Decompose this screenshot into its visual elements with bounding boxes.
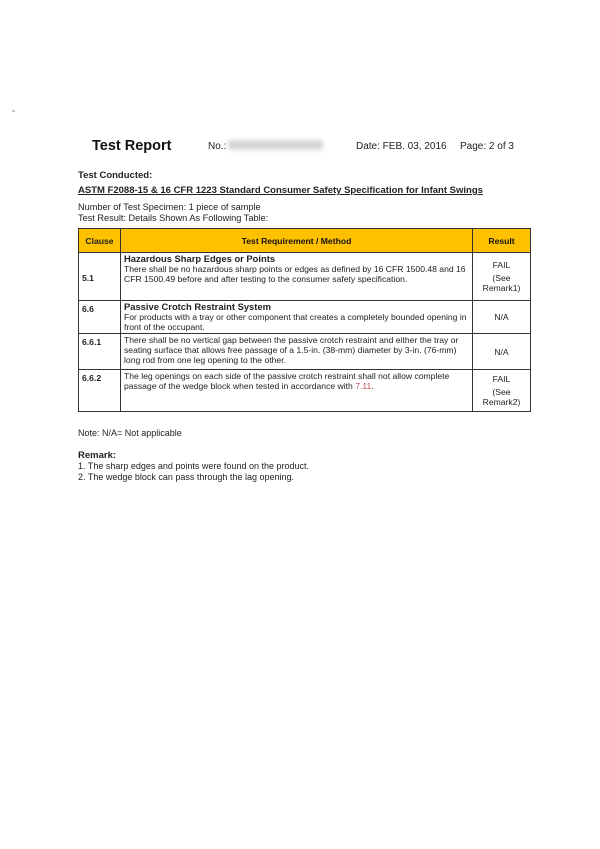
standard-title: ASTM F2088-15 & 16 CFR 1223 Standard Consumer Safety Specification for Infant Swings — [78, 185, 483, 196]
scan-speck — [12, 110, 15, 112]
row-requirement — [121, 301, 473, 334]
report-header — [78, 138, 523, 158]
requirement-text: There shall be no hazardous sharp points or edges as defined by 16 CFR 1500.48 and 16 CFR 1500.49 before and after testing to the consumer safety specification. — [124, 264, 466, 284]
remarks-list — [78, 461, 309, 483]
requirements-table — [78, 228, 531, 412]
row-clause: 6.6.1 — [79, 334, 121, 370]
table-row — [79, 334, 531, 370]
result-value: FAIL — [492, 260, 511, 270]
report-number-label: No.: — [208, 141, 227, 152]
section-reference-link[interactable]: 7.11 — [355, 381, 372, 391]
remark-item: 2. The wedge block can pass through the lag opening. — [78, 472, 294, 482]
header-result: Result — [473, 229, 531, 253]
table-row — [79, 253, 531, 301]
row-result — [473, 253, 531, 301]
row-clause: 6.6.2 — [79, 370, 121, 412]
report-title: Test Report — [92, 138, 172, 154]
row-result: N/A — [473, 301, 531, 334]
row-clause: 6.6 — [79, 301, 121, 334]
table-row — [79, 301, 531, 334]
remark-item: 1. The sharp edges and points were found on the product. — [78, 461, 309, 471]
report-date: Date: FEB. 03, 2016 — [356, 141, 447, 152]
result-value: FAIL — [492, 374, 511, 384]
requirement-text-end: . — [371, 381, 374, 391]
page-indicator: Page: 2 of 3 — [460, 141, 514, 152]
requirement-title: Hazardous Sharp Edges or Points — [124, 253, 276, 264]
table-row — [79, 370, 531, 412]
requirement-title: Passive Crotch Restraint System — [124, 301, 271, 312]
header-clause: Clause — [79, 229, 121, 253]
na-note: Note: N/A= Not applicable — [78, 428, 182, 438]
requirement-text: The leg openings on each side of the passive crotch restraint shall not allow complete passage of the wedge block when tested in accordance with — [124, 371, 450, 391]
redacted-report-number — [228, 140, 323, 150]
row-requirement — [121, 253, 473, 301]
result-intro: Test Result: Details Shown As Following Table: — [78, 213, 269, 223]
row-result: N/A — [473, 334, 531, 370]
specimen-count: Number of Test Specimen: 1 piece of sample — [78, 202, 261, 212]
row-clause: 5.1 — [79, 253, 121, 301]
remark-heading: Remark: — [78, 450, 117, 461]
header-requirement: Test Requirement / Method — [121, 229, 473, 253]
row-requirement — [121, 370, 473, 412]
requirement-text: For products with a tray or other component that creates a completely bounded opening in front of the occupant. — [124, 312, 467, 332]
row-requirement: There shall be no vertical gap between the passive crotch restraint and either the tray or seating surface that allows free passage of a 1.5-in. (38-mm) diameter by 3-in. (76-mm) long rod from one leg opening to the other. — [121, 334, 473, 370]
result-note: (See Remark2) — [482, 387, 521, 407]
row-result — [473, 370, 531, 412]
result-note: (See Remark1) — [482, 273, 521, 293]
test-conducted-label: Test Conducted: — [78, 170, 153, 181]
table-header-row — [79, 229, 531, 253]
specimen-info — [78, 202, 268, 224]
